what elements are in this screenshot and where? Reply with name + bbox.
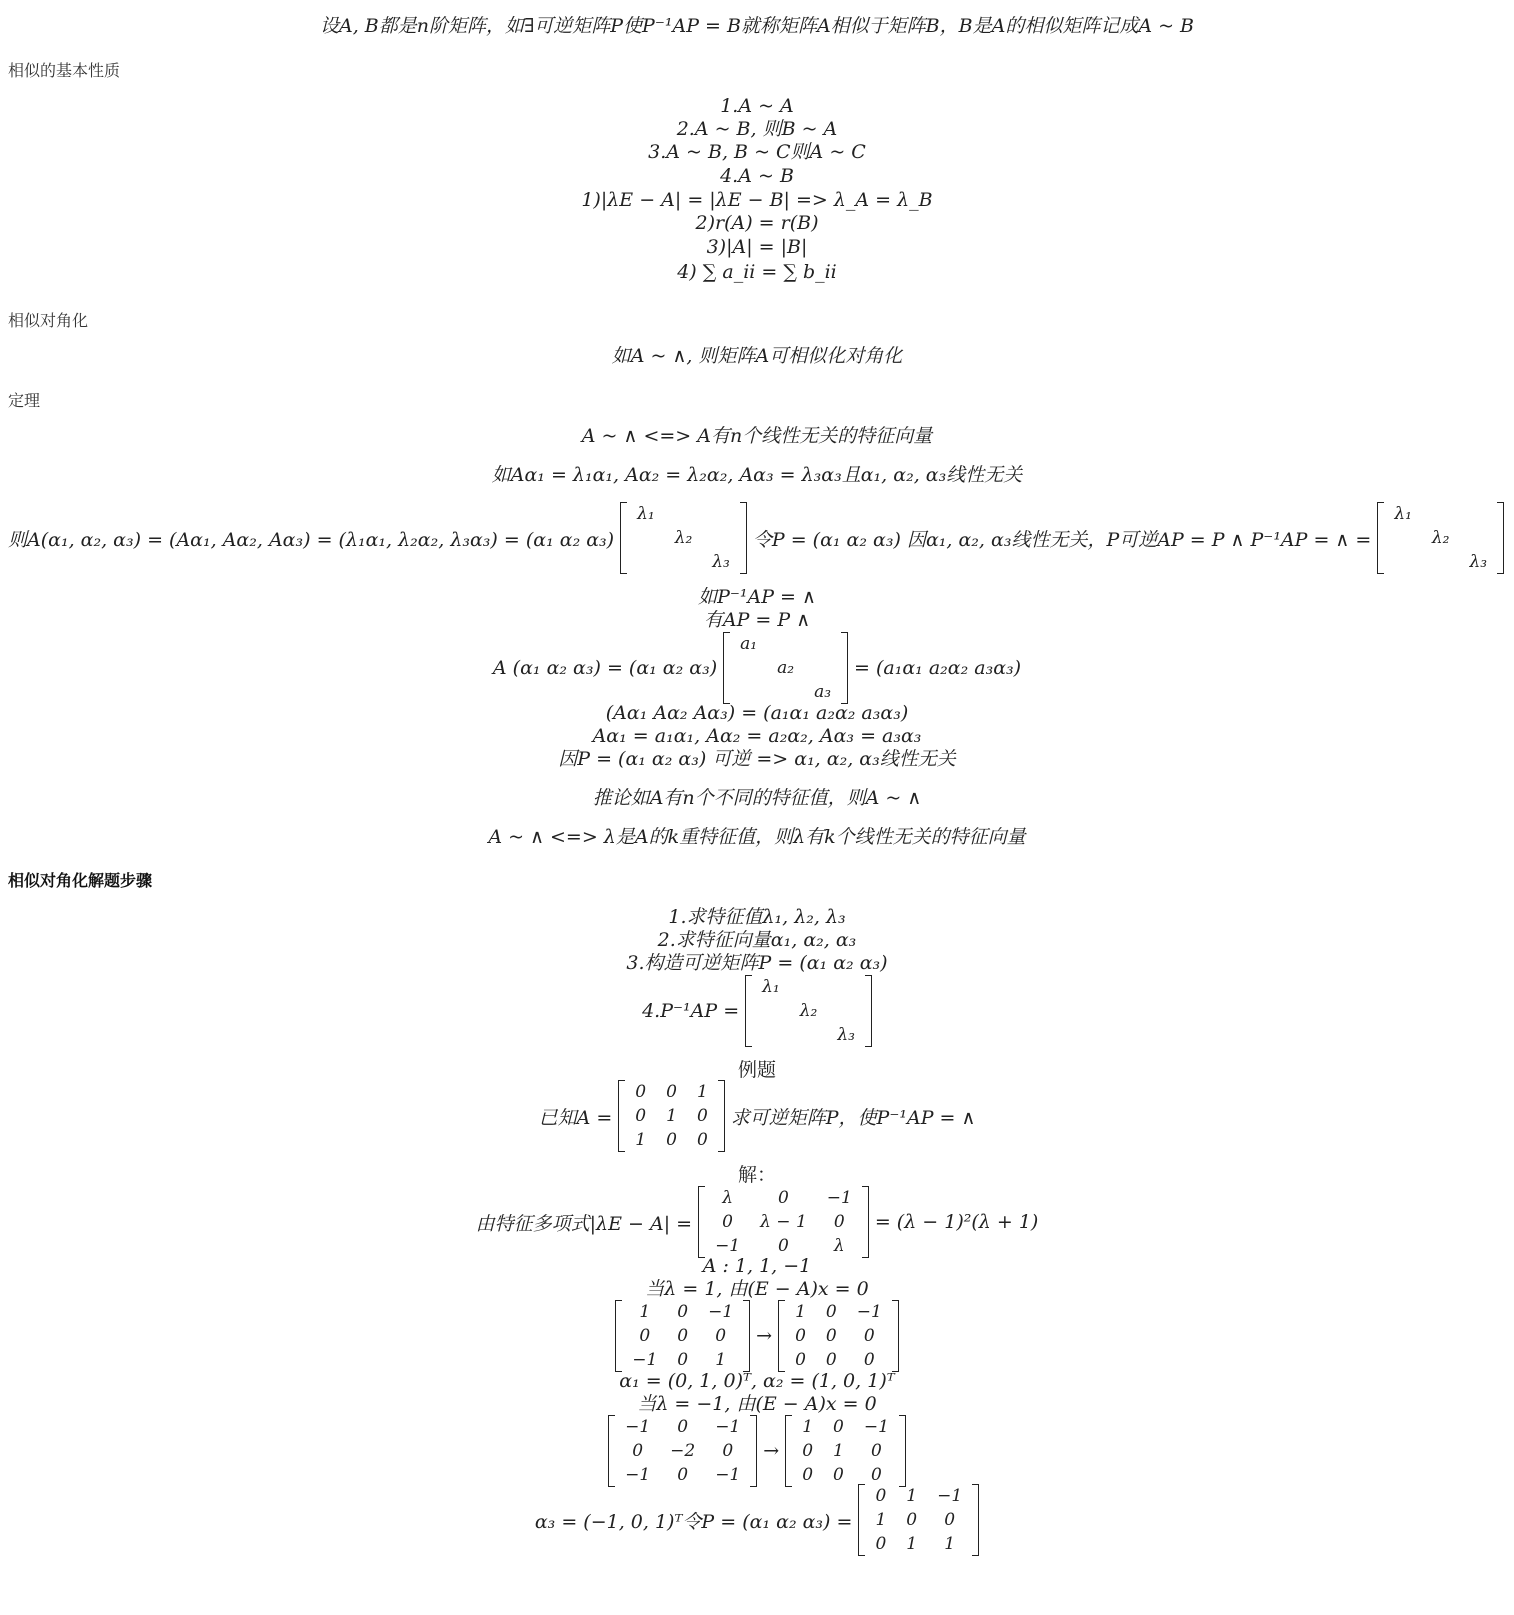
matrix-cell — [1460, 502, 1498, 526]
heading-steps: 相似对角化解题步骤 — [8, 873, 153, 890]
step-4-matrix — [745, 975, 872, 1047]
matrix-cell — [665, 502, 703, 526]
heading-diagonalization: 相似对角化 — [8, 313, 89, 330]
matrix-cell: λ − 1 — [760, 1212, 807, 1232]
charpoly-line — [0, 1186, 1514, 1258]
matrix-cell: 0 — [677, 1417, 689, 1437]
matrix-cell: 1 — [795, 1302, 806, 1322]
charpoly-a: 由特征多项式|λE − A| = — [475, 1212, 693, 1235]
corollary-line: 推论如A有n个不同的特征值，则A ~ ∧ — [592, 787, 922, 809]
matrix-cell: 0 — [825, 1350, 837, 1370]
matrix-cell: λ₃ — [712, 552, 730, 572]
step-4-label: 4.P⁻¹AP = — [642, 1000, 740, 1022]
step-2: 2.求特征向量α₁, α₂, α₃ — [657, 929, 857, 951]
matrix-cell: 0 — [635, 1082, 647, 1102]
matrix-cell: 1 — [666, 1106, 677, 1126]
matrix-cell — [702, 526, 740, 550]
intro-definition: 设A, B都是n阶矩阵，如∃可逆矩阵P使P⁻¹AP = B就称矩阵A相似于矩阵B，B是A的相似矩阵记成A ~ B — [319, 15, 1195, 37]
property-item: 4) ∑ a_ii = ∑ b_ii — [677, 261, 837, 283]
example-given-b: 求可逆矩阵P，使P⁻¹AP = ∧ — [730, 1106, 976, 1129]
theorem-line-3b: 令P = (α₁ α₂ α₃) 因α₁, α₂, α₃线性无关，P可逆AP = P ∧ P⁻¹AP = ∧ = — [752, 528, 1372, 551]
matrix-cell — [627, 526, 665, 550]
matrix-cell — [827, 975, 865, 999]
theorem-line-3 — [8, 502, 1504, 574]
matrix-cell: 0 — [778, 1236, 789, 1256]
eigenvalues: A : 1, 1, −1 — [702, 1255, 812, 1277]
matrix-cell — [804, 632, 841, 656]
matrix-cell — [1422, 502, 1460, 526]
matrix-cell: λ₁ — [762, 977, 780, 997]
matrix-cell: −1 — [625, 1417, 651, 1437]
matrix-cell: 0 — [715, 1326, 727, 1346]
theorem-line-5: 有AP = P ∧ — [703, 609, 811, 631]
matrix-cell: 1 — [635, 1130, 647, 1150]
matrix-cell: −1 — [715, 1236, 741, 1256]
theorem-line-7: (Aα₁ Aα₂ Aα₃) = (a₁α₁ a₂α₂ a₃α₃) — [605, 702, 909, 724]
matrix-cell: 1 — [833, 1441, 844, 1461]
heading-basic-properties: 相似的基本性质 — [8, 63, 121, 80]
heading-theorem: 定理 — [8, 393, 41, 410]
matrix-cell: 0 — [833, 1465, 844, 1485]
matrix-cell: λ₂ — [674, 528, 693, 548]
matrix-cell: 0 — [635, 1106, 647, 1126]
matrix-cell: 0 — [778, 1188, 789, 1208]
matrix-cell: 0 — [795, 1350, 806, 1370]
matrix-cell: 0 — [825, 1302, 837, 1322]
matrix-cell — [730, 656, 767, 680]
matrix-A — [618, 1080, 724, 1152]
step-4 — [0, 975, 1514, 1047]
matrix-cell: −1 — [863, 1417, 889, 1437]
matrix-cell: a₁ — [740, 634, 758, 654]
matrix-cell — [804, 656, 841, 680]
matrix-cell: 0 — [875, 1486, 887, 1506]
example-given-a: 已知A = — [538, 1106, 613, 1129]
matrix-cell: 0 — [677, 1465, 689, 1485]
case-1: 当λ = 1, 由(E − A)x = 0 — [645, 1278, 869, 1300]
final-P-line — [0, 1484, 1514, 1556]
matrix-cell: λ — [833, 1236, 845, 1256]
matrix-cell: 0 — [944, 1510, 956, 1530]
matrix-cell: λ₃ — [837, 1025, 855, 1045]
property-item: 3)|A| = |B| — [706, 236, 808, 258]
matrix-cell: 0 — [906, 1510, 918, 1530]
lambda-diagonal-matrix — [620, 502, 747, 574]
case-2: 当λ = −1, 由(E − A)x = 0 — [637, 1393, 877, 1415]
theorem-line-4: 如P⁻¹AP = ∧ — [698, 586, 816, 608]
matrix-cell: 1 — [875, 1510, 887, 1530]
theorem-line-3a: 则A(α₁, α₂, α₃) = (Aα₁, Aα₂, Aα₃) = (λ₁α₁, λ₂α₂, λ₃α₃) = (α₁ α₂ α₃) — [8, 528, 615, 551]
matrix-cell: 0 — [875, 1534, 887, 1554]
theorem-line-6 — [0, 632, 1514, 704]
matrix-cell — [1460, 526, 1498, 550]
matrix-cell: 0 — [696, 1130, 708, 1150]
matrix-cell — [1422, 550, 1460, 574]
matrix-cell — [752, 1023, 790, 1047]
theorem-line-6b: = (a₁α₁ a₂α₂ a₃α₃) — [854, 657, 1022, 679]
matrix-cell — [1384, 550, 1422, 574]
matrix-cell: a₂ — [777, 658, 795, 678]
theorem-line-2: 如Aα₁ = λ₁α₁, Aα₂ = λ₂α₂, Aα₃ = λ₃α₃且α₁, α₂, α₃线性无关 — [491, 464, 1023, 486]
matrix-cell: 0 — [696, 1106, 708, 1126]
arrow-2: → — [763, 1440, 780, 1462]
matrix-cell: λ₂ — [799, 1001, 818, 1021]
matrix-cell: λ₂ — [1431, 528, 1450, 548]
matrix-cell — [827, 999, 865, 1023]
matrix-cell: −1 — [826, 1188, 852, 1208]
matrix-cell: 0 — [632, 1441, 644, 1461]
case-1-reduction — [0, 1300, 1514, 1372]
eigenvector-3: α₃ = (−1, 0, 1)ᵀ令P = (α₁ α₂ α₃) = — [534, 1510, 853, 1533]
theorem-line-1: A ~ ∧ <=> A有n个线性无关的特征向量 — [581, 425, 933, 447]
matrix-cell: −1 — [625, 1465, 651, 1485]
matrix-cell: −2 — [670, 1441, 696, 1461]
arrow-1: → — [756, 1325, 773, 1347]
matrix-cell: 0 — [666, 1082, 677, 1102]
matrix-cell: 0 — [677, 1326, 689, 1346]
matrix-cell — [767, 632, 804, 656]
matrix-cell: 1 — [639, 1302, 651, 1322]
theorem-line-9: 因P = (α₁ α₂ α₃) 可逆 => α₁, α₂, α₃线性无关 — [558, 748, 956, 770]
matrix-cell: λ — [722, 1188, 733, 1208]
charpoly-matrix — [698, 1186, 869, 1258]
diagonalization-definition: 如A ~ ∧, 则矩阵A可相似化对角化 — [611, 345, 903, 367]
a-diagonal-matrix — [723, 632, 848, 704]
example-title: 例题 — [737, 1059, 776, 1081]
solution-label: 解： — [737, 1164, 776, 1186]
matrix-cell: 1 — [802, 1417, 814, 1437]
matrix-cell: −1 — [937, 1486, 963, 1506]
property-item: 2.A ~ B, 则B ~ A — [676, 118, 838, 140]
case-2-reduction — [0, 1415, 1514, 1487]
matrix-cell: 1 — [696, 1082, 708, 1102]
matrix-cell: 0 — [666, 1130, 677, 1150]
matrix-cell: 0 — [795, 1326, 806, 1346]
theorem-line-8: Aα₁ = a₁α₁, Aα₂ = a₂α₂, Aα₃ = a₃α₃ — [592, 725, 922, 747]
case-2-reduced — [785, 1415, 906, 1487]
matrix-cell: −1 — [715, 1417, 741, 1437]
matrix-cell: λ₁ — [637, 504, 655, 524]
matrix-cell — [665, 550, 703, 574]
property-item: 1)|λE − A| = |λE − B| => λ_A = λ_B — [581, 189, 933, 211]
property-item: 2)r(A) = r(B) — [695, 212, 819, 234]
matrix-cell: 0 — [802, 1441, 814, 1461]
case-2-matrix — [608, 1415, 757, 1487]
matrix-cell: λ₃ — [1469, 552, 1488, 572]
matrix-cell: 0 — [677, 1302, 689, 1322]
matrix-cell — [627, 550, 665, 574]
matrix-cell: 0 — [863, 1350, 875, 1370]
matrix-cell: 1 — [715, 1350, 727, 1370]
step-3: 3.构造可逆矩阵P = (α₁ α₂ α₃) — [626, 952, 888, 974]
matrix-cell: 1 — [944, 1534, 956, 1554]
matrix-cell: 0 — [722, 1212, 733, 1232]
matrix-cell: 0 — [870, 1441, 882, 1461]
eigenvectors-1: α₁ = (0, 1, 0)ᵀ, α₂ = (1, 0, 1)ᵀ — [619, 1370, 895, 1392]
matrix-cell: 0 — [677, 1350, 689, 1370]
matrix-cell: 0 — [863, 1326, 875, 1346]
theorem-line-6a: A (α₁ α₂ α₃) = (α₁ α₂ α₃) — [492, 657, 718, 679]
property-item: 3.A ~ B, B ~ C则A ~ C — [648, 141, 866, 163]
matrix-cell — [790, 1023, 828, 1047]
matrix-cell — [790, 975, 828, 999]
lambda-diagonal-matrix-2 — [1377, 502, 1504, 574]
property-item: 1.A ~ A — [720, 95, 794, 117]
matrix-cell: a₃ — [814, 682, 832, 702]
matrix-cell: 0 — [722, 1441, 734, 1461]
matrix-cell: −1 — [632, 1350, 658, 1370]
matrix-cell — [752, 999, 790, 1023]
multiplicity-line: A ~ ∧ <=> λ是A的k重特征值，则λ有k个线性无关的特征向量 — [488, 826, 1026, 848]
matrix-P — [858, 1484, 979, 1556]
matrix-cell: 0 — [825, 1326, 837, 1346]
case-1-matrix — [615, 1300, 750, 1372]
matrix-cell: 0 — [833, 1212, 845, 1232]
matrix-cell: λ₁ — [1394, 504, 1412, 524]
matrix-cell: 0 — [639, 1326, 651, 1346]
matrix-cell — [702, 502, 740, 526]
matrix-cell: 0 — [833, 1417, 844, 1437]
case-1-reduced — [778, 1300, 899, 1372]
matrix-cell: 0 — [870, 1465, 882, 1485]
step-1: 1.求特征值λ₁, λ₂, λ₃ — [668, 906, 846, 928]
property-item: 4.A ~ B — [720, 165, 794, 187]
matrix-cell: −1 — [715, 1465, 741, 1485]
matrix-cell: −1 — [708, 1302, 734, 1322]
example-given — [0, 1080, 1514, 1152]
charpoly-b: = (λ − 1)²(λ + 1) — [874, 1211, 1039, 1233]
matrix-cell: 1 — [906, 1486, 918, 1506]
matrix-cell: 0 — [802, 1465, 814, 1485]
matrix-cell: 1 — [906, 1534, 918, 1554]
matrix-cell — [1384, 526, 1422, 550]
matrix-cell: −1 — [856, 1302, 882, 1322]
